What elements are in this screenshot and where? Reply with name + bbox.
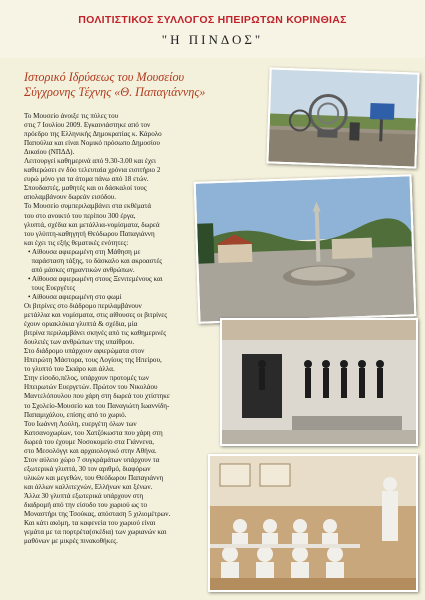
body-line: Μοναστήρι της Τσούκας, απόσταση 5 χιλιομέτρων.	[24, 510, 171, 519]
body-line: μετάλλια και νομίσματα, στις αίθουσες οι βιτρίνες	[24, 311, 168, 320]
body-line: στις 7 Ιουλίου 2009. Εγκαινιάστηκε από τον	[24, 121, 151, 130]
body-line: υλικών και μεγεθών, του Θεόδωρου Παπαγιάννη	[24, 473, 164, 482]
article-body	[24, 112, 170, 546]
bullet-text: παράσταση τάξης, το δάσκαλο και ακροαστές	[31, 256, 163, 265]
organization-subtitle: "Η ΠΙΝΔΟΣ"	[161, 32, 264, 47]
bullet-text: τους Ευεργέτες	[31, 283, 76, 292]
photo-outdoor-sculptures	[266, 67, 419, 168]
bullet-line: • Αίθουσα αφιερωμένη στη Μάθηση με	[28, 247, 141, 256]
body-line: Στην είσοδο,πέλος, υπάρχουν προτομές των	[24, 374, 149, 383]
body-line: βιτρίνα περιλαμβάνει σκηνές από τις καθημερινές	[24, 329, 167, 338]
header-band	[0, 0, 425, 58]
body-line: διαδρομή από την είσοδο του χωριού ως το	[24, 501, 148, 510]
body-line: ευρώ μόνο για τα άτομα πάνω από 18 ετών.	[24, 175, 149, 184]
body-line: γλυπτά, σχέδια και μετάλλια-νομίσματα, δωρεά	[24, 220, 160, 229]
bullet-line	[24, 257, 170, 266]
body-line: Στο διάδρομο υπάρχουν αφιερώματα στον	[24, 347, 145, 356]
body-line: γεμάτα με τα πορτρέτα(σκέδια) των χωριανών και	[24, 528, 167, 537]
bullet-line	[24, 284, 170, 293]
bullet-line: • Αίθουσα αφιερωμένη στους Ξενιτεμένους και	[28, 274, 163, 283]
body-line: του γλύπτη-καθηγητή Θεόδωρου Παπαγιάννη	[24, 229, 155, 238]
bullet-text: Αίθουσα αφιερωμένη στους Ξενιτεμένους και	[31, 274, 163, 283]
body-line: απολαμβάνουν δωρεάν εισόδου.	[24, 193, 117, 202]
photo-runners-sculpture	[220, 318, 418, 446]
body-line: Μαντελόπουλου που χάρη στη δωρεά του χτίστηκε	[24, 392, 170, 401]
body-line: το Σχολείο-Μουσείο και του Παναγιώτη Ιωαννίδη-	[24, 401, 170, 410]
organization-name: ΠΟΛΙΤΙΣΤΙΚΟΣ ΣΥΛΛΟΓΟΣ ΗΠΕΙΡΩΤΩΝ ΚΟΡΙΝΘΙΑΣ	[78, 14, 347, 26]
body-line: το γλυπτό του Σκιάρο και άλλα.	[24, 365, 115, 374]
body-line: Άλλα 30 γλυπτά εξωτερικά υπάρχουν στη	[24, 491, 144, 500]
title-line-2: Σύγχρονης Τέχνης «Θ. Παπαγιάννης»	[24, 85, 206, 99]
bullet-text: από μάσκες σημαντικών ανθρώπων.	[31, 265, 135, 274]
body-line: Και κάτι ακόμη, τα καφενεία του χωριού είναι	[24, 519, 156, 528]
body-line: στο Μεσολόγγι και αρχαιολογικό στην Αθήνα.	[24, 446, 157, 455]
article-title	[24, 70, 254, 100]
photo-village-square	[194, 174, 417, 324]
bullet-line: • Αίθουσα αφιερωμένη στο φωμί	[28, 292, 122, 301]
body-line: Παπαμιχάλου, επίσης από το χωριό.	[24, 410, 127, 419]
body-line: Λειτουργεί καθημερινά από 9.30-3.00 και έχει	[24, 157, 156, 166]
body-line: καθιερώσει εν δύο τελευταία χρόνια εισιτήριο 2	[24, 166, 161, 175]
body-line: του στο ανοικτό του περίπου 300 έργα,	[24, 211, 136, 220]
body-line: εξωτερικά γλυπτά, 30 τον αριθμό, διαφόρων	[24, 464, 151, 473]
body-line: και έχει τις εξής θεματικές ενότητες:	[24, 238, 129, 247]
body-line: και άλλων καλλιτεχνών, Ελλήνων και ξένων.	[24, 482, 153, 491]
body-line: Παπούλια και είναι Νομικό πρόσωπο Δημοσίου	[24, 139, 160, 148]
body-line: Οι βιτρίνες στο διάδρομο περιλαμβάνουν	[24, 301, 142, 310]
bullet-line	[24, 266, 170, 275]
body-line: Το Μουσείο άνοιξε τις πύλες του	[24, 112, 119, 120]
body-line: έχουν οριακλόκια γλυπτά & σχέδια, μία	[24, 320, 138, 329]
body-line: Το Μουσείο συμπεριλαμβάνει στα εκθέματά	[24, 202, 152, 211]
body-line: πρόεδρο της Ελληνικής Δημοκρατίας κ. Κάρολο	[24, 130, 162, 139]
photo-classroom-busts	[208, 454, 418, 592]
bullet-text: Αίθουσα αφιερωμένη στο φωμί	[31, 292, 122, 301]
body-line: Στον αύλειο χώρο 7 συγκράμάτων υπάρχουν τα	[24, 455, 160, 464]
body-line: Σπουδαστές, μαθητές και οι δάσκαλοί τους	[24, 184, 147, 193]
bullet-text: Αίθουσα αφιερωμένη στη Μάθηση με	[31, 247, 141, 256]
body-line: Του Ιωάννη Λούλη, ευεργέτη όλων των	[24, 419, 137, 428]
body-line: δουλειές των ανθρώπων της υπαίθρου.	[24, 338, 135, 347]
body-line: Ηπειρωτών Ευεργετών. Πρώτον του Νικολάου	[24, 383, 158, 392]
body-line: δωρεά του έχουμε Νοσοκομείο στα Γιάννενα,	[24, 437, 155, 446]
body-line: Κατσανοχωρίων, του Χατζόκωστα που χάρη στη	[24, 428, 163, 437]
title-line-1: Ιστορικό Ιδρύσεως του Μουσείου	[24, 70, 185, 84]
body-line: Δικαίου (ΝΠΔΔ).	[24, 148, 75, 157]
body-line: μαθόνων με μικρές πινακοθήκες.	[24, 537, 118, 546]
body-line: Ηπειρώτη Μάστορα, τους Λογίους της Ηπείρου,	[24, 356, 162, 365]
